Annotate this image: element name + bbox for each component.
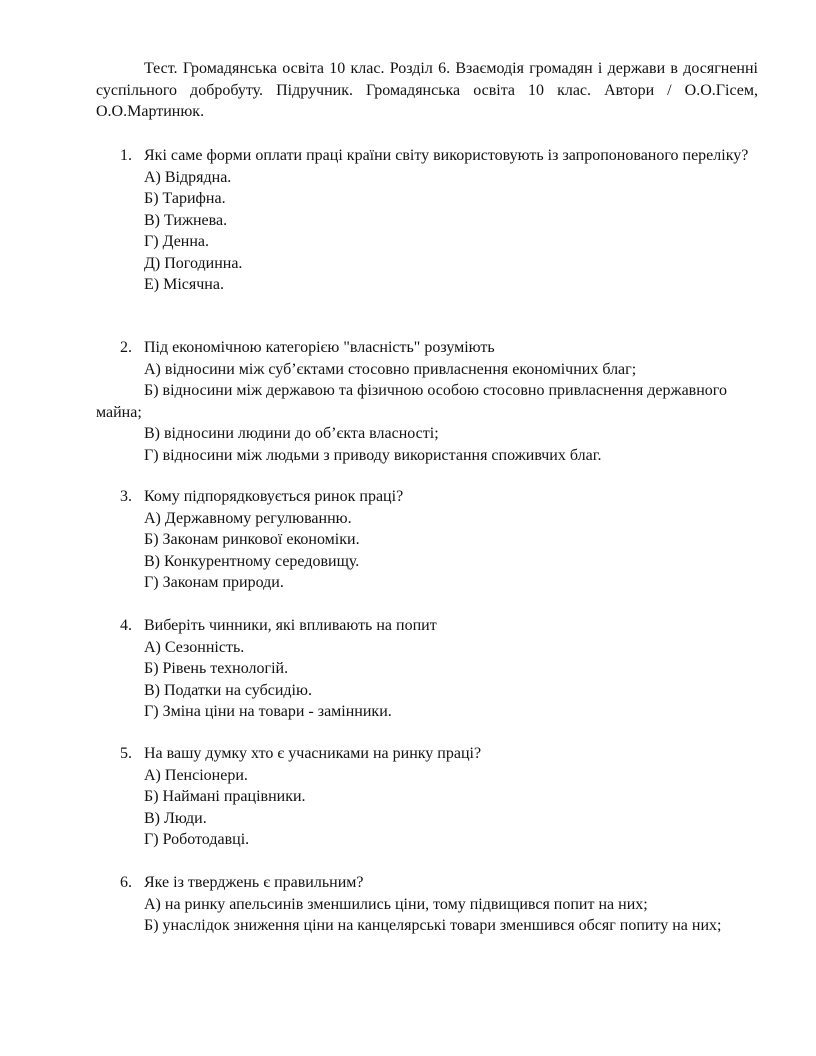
question-number: 1. (120, 147, 132, 164)
question-text: Кому підпорядковується ринок праці? (144, 488, 404, 505)
question-2-head (96, 337, 760, 359)
question-text: Які саме форми оплати праці країни світу використовують із запропонованого переліку? (144, 147, 749, 164)
question-number: 5. (120, 745, 132, 762)
answer-option: Г) Законам природи. (144, 574, 284, 591)
question-3-head (96, 486, 760, 508)
answer-option: В) Тижнева. (144, 211, 228, 229)
question-5-head (96, 743, 760, 765)
answer-option: Б) Тарифна. (144, 190, 226, 207)
answer-option: А) відносини між суб’єктами стосовно привласнення економічних благ; (144, 360, 637, 378)
answer-option: Б) Законам ринкової економіки. (144, 531, 360, 548)
answer-option: Г) Роботодавці. (144, 831, 250, 848)
test-header: Тест. Громадянська освіта 10 клас. Розділ 6. Взаємодія громадян і держави в досягненні суспільного добробуту. Підручник. Громадянська освіта 10 клас. Автори / О.О.Гісем, О.О.Мартинюк. (96, 60, 758, 120)
question-4-head (96, 615, 760, 637)
question-text: Виберіть чинники, які впливають на попит (144, 617, 437, 634)
answer-option: В) Конкурентному середовищу. (144, 552, 360, 570)
question-6 (96, 872, 760, 937)
answer-option: Д) Погодинна. (144, 254, 243, 272)
question-number: 3. (120, 488, 132, 505)
answer-option: А) Пенсіонери. (144, 766, 248, 784)
question-4 (96, 615, 760, 723)
question-text: Під економічною категорією "власність" розуміють (144, 339, 495, 356)
question-text: Яке із тверджень є правильним? (144, 874, 364, 891)
answer-option: Б) Рівень технологій. (144, 660, 289, 677)
answer-option: А) Відрядна. (144, 168, 232, 186)
answer-option: Е) Місячна. (144, 276, 224, 293)
question-1-head (96, 145, 760, 167)
question-text: На вашу думку хто є учасниками на ринку праці? (144, 745, 482, 762)
question-2 (96, 337, 760, 466)
answer-option: Г) Денна. (144, 233, 210, 250)
question-number: 4. (120, 617, 132, 634)
question-number: 2. (120, 339, 132, 356)
answer-option: Г) Зміна ціни на товари - замінники. (144, 703, 392, 720)
answer-option: В) відносини людини до об’єкта власності; (144, 425, 439, 442)
question-6-head (96, 872, 760, 894)
answer-option: В) Люди. (144, 809, 207, 827)
question-5 (96, 743, 760, 851)
answer-option: Б) відносини між державою та фізичною особою стосовно привласнення державного майна; (96, 382, 727, 421)
answer-option: Г) відносини між людьми з приводу використання споживчих благ. (144, 446, 602, 464)
answer-option: В) Податки на субсидію. (144, 681, 312, 699)
question-number: 6. (120, 874, 132, 891)
answer-option: А) Сезонність. (144, 638, 245, 656)
answer-option: Б) Наймані працівники. (144, 788, 306, 805)
answer-option: А) на ринку апельсинів зменшились ціни, тому підвищився попит на них; (144, 895, 648, 913)
question-3 (96, 486, 760, 594)
question-1 (96, 145, 760, 296)
answer-option: А) Державному регулюванню. (144, 509, 352, 527)
answer-option: Б) унаслідок зниження ціни на канцелярські товари зменшився обсяг попиту на них; (144, 917, 722, 934)
